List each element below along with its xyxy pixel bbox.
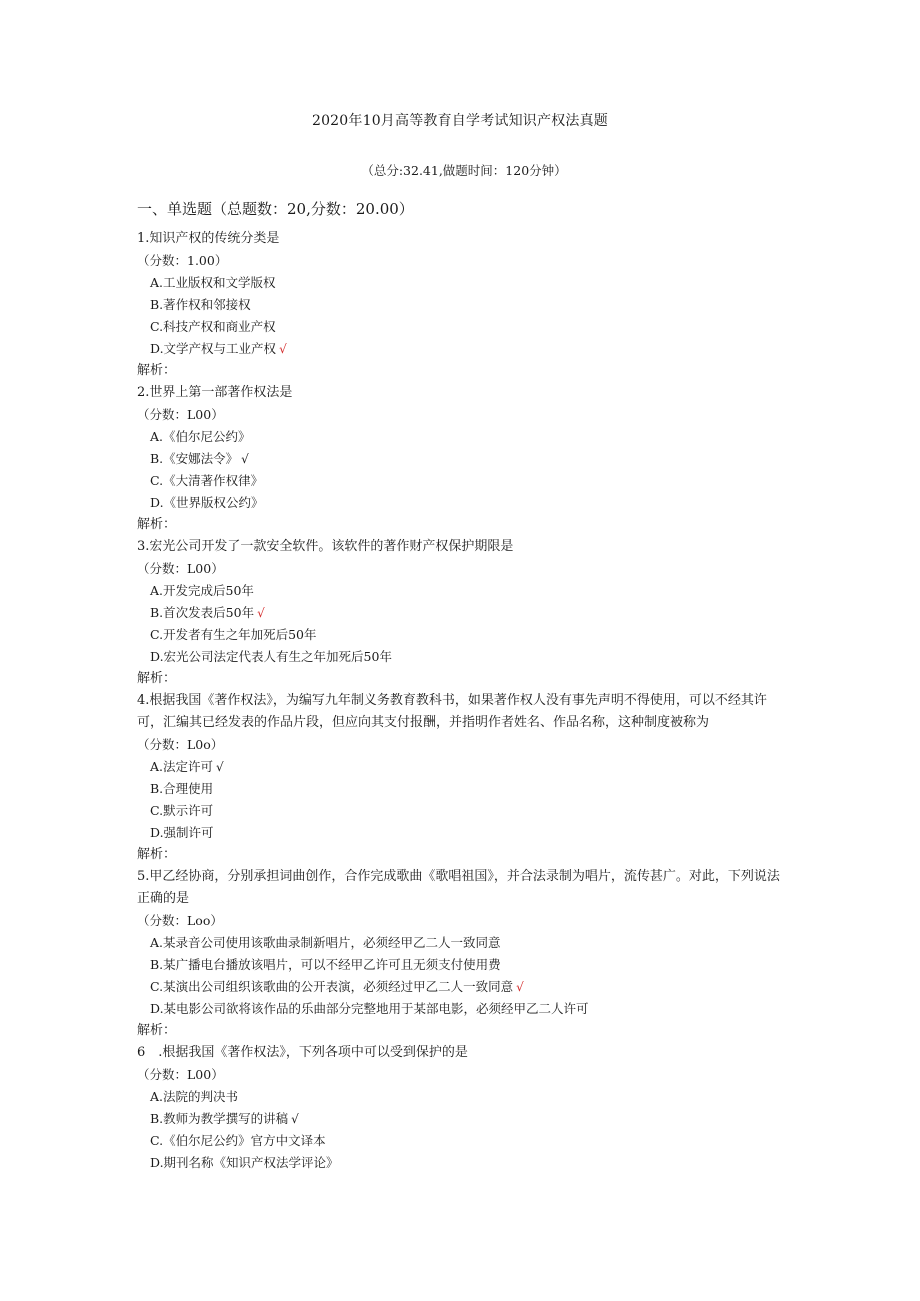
answer-option xyxy=(137,1086,782,1108)
answer-option xyxy=(137,822,782,844)
option-text: C.某演出公司组织该歌曲的公开表演，必须经过甲乙二人一致同意 xyxy=(150,979,514,994)
question-stem: 5.甲乙经协商，分别承担词曲创作，合作完成歌曲《歌唱祖国》，并合法录制为唱片，流传甚广。对此，下列说法正确的是 xyxy=(137,869,780,906)
answer-option xyxy=(137,492,782,514)
option-text: A.法院的判决书 xyxy=(150,1089,239,1104)
question-stem: 3.宏光公司开发了一款安全软件。该软件的著作财产权保护期限是 xyxy=(137,539,514,554)
question-score: （分数：L00） xyxy=(137,1067,224,1082)
question-stem: 4.根据我国《著作权法》，为编写九年制义务教育教科书，如果著作权人没有事先声明不得使用，可以不经其许可，汇编其已经发表的作品片段，但应向其支付报酬，并指明作者姓名、作品名称，这种制度被称为 xyxy=(137,693,767,730)
option-text: C.科技产权和商业产权 xyxy=(150,319,276,334)
question-score: （分数：L00） xyxy=(137,561,224,576)
option-text: B.合理使用 xyxy=(150,781,214,796)
option-text: A.《伯尔尼公约》 xyxy=(150,429,251,444)
answer-option xyxy=(137,448,782,470)
option-text: D.宏光公司法定代表人有生之年加死后50年 xyxy=(150,649,392,664)
analysis-label: 解析： xyxy=(137,671,177,686)
question-stem: 6 .根据我国《著作权法》，下列各项中可以受到保护的是 xyxy=(137,1045,468,1060)
answer-option xyxy=(137,800,782,822)
answer-option xyxy=(137,426,782,448)
answer-option xyxy=(137,316,782,338)
option-text: B.教师为教学撰写的讲稿 xyxy=(150,1111,289,1126)
question-1 xyxy=(137,228,782,382)
question-stem: 2.世界上第一部著作权法是 xyxy=(137,385,293,400)
document-meta: （总分:32.41,做题时间：120分钟） xyxy=(361,163,567,178)
answer-option xyxy=(137,294,782,316)
correct-answer-checkmark-icon: √ xyxy=(257,606,265,620)
question-2 xyxy=(137,382,782,536)
option-text: A.某录音公司使用该歌曲录制新唱片，必须经甲乙二人一致同意 xyxy=(150,935,501,950)
question-score: （分数：Loo） xyxy=(137,913,223,928)
question-stem: 1.知识产权的传统分类是 xyxy=(137,231,280,246)
section-heading: 一、单选题（总题数：20,分数：20.00） xyxy=(137,200,414,218)
question-score: （分数：L0o） xyxy=(137,737,224,752)
answer-option xyxy=(137,976,782,998)
answer-option xyxy=(137,1108,782,1130)
correct-answer-checkmark-icon: √ xyxy=(291,1112,299,1126)
correct-answer-checkmark-icon: √ xyxy=(516,980,524,994)
analysis-label: 解析： xyxy=(137,847,177,862)
document-title: 2020年10月高等教育自学考试知识产权法真题 xyxy=(311,113,609,129)
question-5 xyxy=(137,866,782,1042)
analysis-label: 解析： xyxy=(137,517,177,532)
answer-option xyxy=(137,646,782,668)
answer-option xyxy=(137,602,782,624)
answer-option xyxy=(137,338,782,360)
option-text: D.强制许可 xyxy=(150,825,214,840)
correct-answer-checkmark-icon: √ xyxy=(279,342,287,356)
answer-option xyxy=(137,272,782,294)
option-text: B.某广播电台播放该唱片，可以不经甲乙许可且无须支付使用费 xyxy=(150,957,501,972)
answer-option xyxy=(137,998,782,1020)
analysis-label: 解析： xyxy=(137,1023,177,1038)
answer-option xyxy=(137,1152,782,1174)
answer-option xyxy=(137,932,782,954)
answer-option xyxy=(137,580,782,602)
option-text: A.开发完成后50年 xyxy=(150,583,254,598)
option-text: C.《大清著作权律》 xyxy=(150,473,264,488)
question-score: （分数：L00） xyxy=(137,407,224,422)
option-text: D.文学产权与工业产权 xyxy=(150,341,277,356)
answer-option xyxy=(137,624,782,646)
option-text: C.默示许可 xyxy=(150,803,214,818)
answer-option xyxy=(137,954,782,976)
option-text: D.《世界版权公约》 xyxy=(150,495,264,510)
answer-option xyxy=(137,756,782,778)
option-text: B.著作权和邻接权 xyxy=(150,297,251,312)
option-text: B.首次发表后50年 xyxy=(150,605,255,620)
option-text: A.工业版权和文学版权 xyxy=(150,275,276,290)
question-3 xyxy=(137,536,782,690)
answer-option xyxy=(137,1130,782,1152)
option-text: D.某电影公司欲将该作品的乐曲部分完整地用于某部电影，必须经甲乙二人许可 xyxy=(150,1001,589,1016)
answer-option xyxy=(137,778,782,800)
correct-answer-checkmark-icon: √ xyxy=(241,452,249,466)
correct-answer-checkmark-icon: √ xyxy=(216,760,224,774)
question-6 xyxy=(137,1042,782,1174)
option-text: C.开发者有生之年加死后50年 xyxy=(150,627,317,642)
question-list xyxy=(137,228,782,1174)
analysis-label: 解析： xyxy=(137,363,177,378)
option-text: C.《伯尔尼公约》官方中文译本 xyxy=(150,1133,326,1148)
option-text: B.《安娜法令》 xyxy=(150,451,239,466)
option-text: D.期刊名称《知识产权法学评论》 xyxy=(150,1155,339,1170)
question-4 xyxy=(137,690,782,866)
option-text: A.法定许可 xyxy=(150,759,214,774)
question-score: （分数：1.00） xyxy=(137,253,228,268)
answer-option xyxy=(137,470,782,492)
